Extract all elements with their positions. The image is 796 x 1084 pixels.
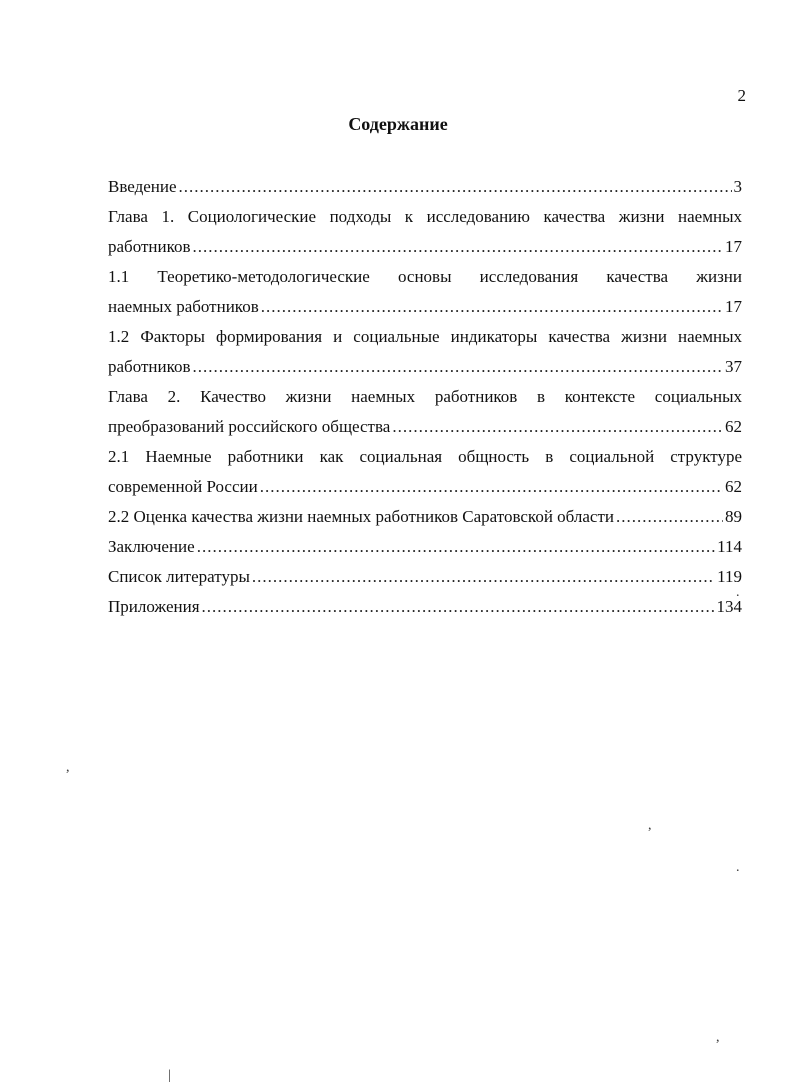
toc-entry-last-line (108, 412, 742, 442)
toc-entry-line: 1.1 Теоретико-методологические основы исследования качества жизни (108, 267, 742, 286)
toc-entry-page-number: 37 (725, 357, 742, 376)
toc-entry[interactable] (108, 382, 742, 442)
toc-entry-page-number: 17 (725, 237, 742, 256)
dot-leader (202, 592, 715, 622)
toc-entry-label: преобразований российского общества (108, 417, 391, 436)
dot-leader (261, 292, 723, 322)
dot-leader (260, 472, 723, 502)
toc-entry[interactable] (108, 262, 742, 322)
dot-leader (197, 532, 715, 562)
dot-leader (392, 412, 723, 442)
toc-entry[interactable] (108, 202, 742, 262)
dot-leader (179, 172, 732, 202)
toc-entry-last-line (108, 472, 742, 502)
toc-entry-page-number: 89 (725, 507, 742, 526)
toc-entry-label: работников (108, 357, 191, 376)
dot-leader (193, 352, 723, 382)
toc-entry[interactable] (108, 502, 742, 532)
toc-entry-last-line (108, 292, 742, 322)
toc-entry-last-line (108, 592, 742, 622)
toc-entry-page-number: 62 (725, 477, 742, 496)
toc-entry-line: Глава 1. Социологические подходы к исследованию качества жизни наемных (108, 207, 742, 226)
toc-entry-page-number: 62 (725, 417, 742, 436)
toc-entry-page-number: 134 (716, 597, 742, 616)
toc-entry[interactable] (108, 532, 742, 562)
toc-entry-line: 1.2 Факторы формирования и социальные индикаторы качества жизни наемных (108, 327, 742, 346)
toc-entry-last-line (108, 352, 742, 382)
toc-entry-label: современной России (108, 477, 258, 496)
toc-entry-last-line (108, 502, 742, 532)
toc-entry-line: Глава 2. Качество жизни наемных работников в контексте социальных (108, 387, 742, 406)
toc-entry-page-number: 114 (717, 537, 742, 556)
toc-entry-label: Список литературы (108, 567, 250, 586)
dot-leader (252, 562, 715, 592)
dot-leader (193, 232, 723, 262)
toc-entry[interactable] (108, 442, 742, 502)
toc-entry-page-number: 17 (725, 297, 742, 316)
toc-entry-label: 2.2 Оценка качества жизни наемных работников Саратовской области (108, 507, 614, 526)
toc-entry-label: наемных работников (108, 297, 259, 316)
toc-entry-label: Введение (108, 177, 177, 196)
toc-entry-page-number: 119 (717, 567, 742, 586)
page-title: Содержание (348, 114, 448, 134)
toc-entry-last-line (108, 172, 742, 202)
toc-entry[interactable] (108, 172, 742, 202)
dot-leader (616, 502, 723, 532)
toc-entry-last-line (108, 562, 742, 592)
toc-entry-label: работников (108, 237, 191, 256)
table-of-contents (108, 172, 742, 622)
toc-entry-last-line (108, 232, 742, 262)
toc-entry-label: Приложения (108, 597, 200, 616)
toc-entry-label: Заключение (108, 537, 195, 556)
toc-entry-line: 2.1 Наемные работники как социальная общность в социальной структуре (108, 447, 742, 466)
page-number: 2 (737, 86, 746, 105)
toc-entry[interactable] (108, 322, 742, 382)
toc-entry-last-line (108, 532, 742, 562)
toc-entry[interactable] (108, 562, 742, 592)
toc-entry[interactable] (108, 592, 742, 622)
toc-entry-page-number: 3 (733, 177, 742, 196)
